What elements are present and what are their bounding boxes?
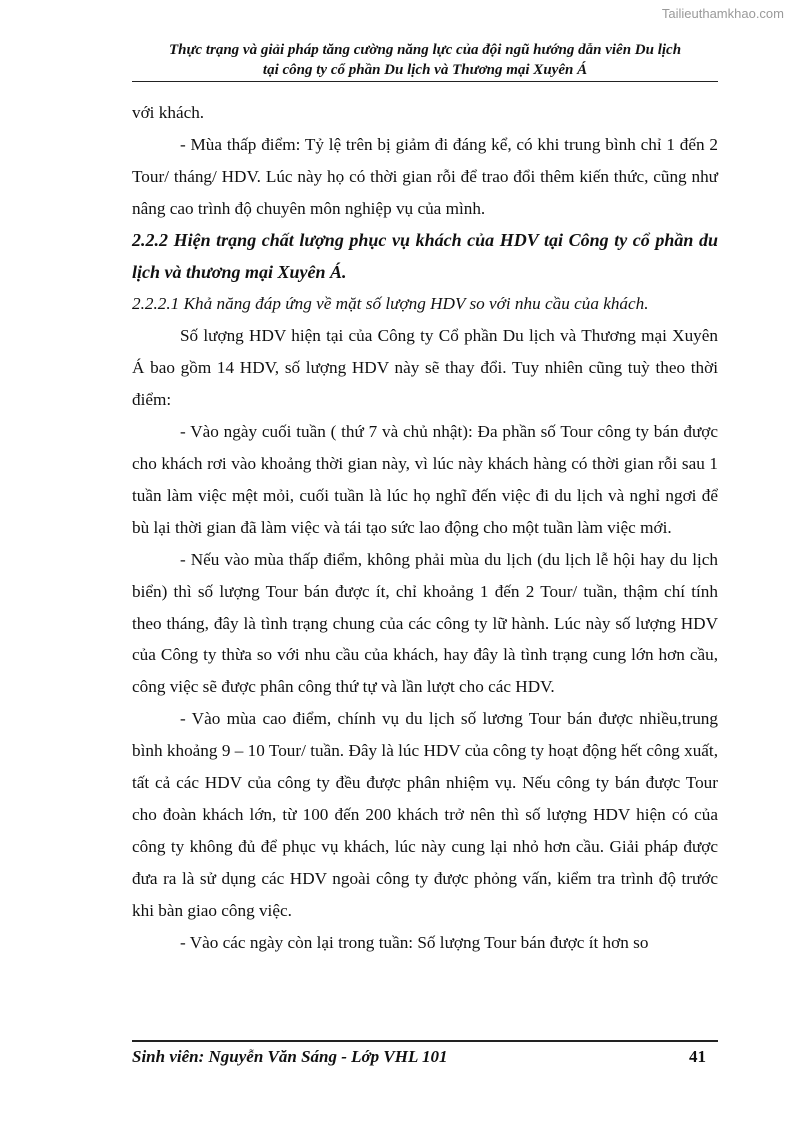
paragraph-6: - Vào mùa cao điểm, chính vụ du lịch số lương Tour bán được nhiều,trung bình khoảng 9 – 10 Tour/ tuần. Đây là lúc HDV của công ty hoạt động hết công xuất, tất cả các HDV của công ty đều được phân nhiệm vụ. Nếu công ty bán được Tour cho đoàn khách lớn, từ 100 đến 200 khách trở nên thì số lượng HDV hiện có của công ty không đủ để phục vụ khách, lúc này cung lại nhỏ hơn cầu. Giải pháp được đưa ra là sử dụng các HDV ngoài công ty được phỏng vấn, kiểm tra trình độ trước khi bàn giao công việc. xyxy=(132,709,718,920)
paragraph-1: với khách. xyxy=(132,103,205,122)
footer-divider xyxy=(132,1040,718,1042)
document-body xyxy=(132,97,718,958)
page-number: 41 xyxy=(689,1047,706,1066)
paragraph-7: - Vào các ngày còn lại trong tuần: Số lượng Tour bán được ít hơn so xyxy=(180,932,649,952)
paragraph-2: - Mùa thấp điểm: Tỷ lệ trên bị giảm đi đáng kể, có khi trung bình chỉ 1 đến 2 Tour/ tháng/ HDV. Lúc này họ có thời gian rỗi để trao đổi thêm kiến thức, cũng như nâng cao trình độ chuyên môn nghiệp vụ của mình. xyxy=(132,134,718,218)
section-heading: 2.2.2 Hiện trạng chất lượng phục vụ khách của HDV tại Công ty cổ phần du lịch và thương mại Xuyên Á. xyxy=(132,229,718,282)
header-divider xyxy=(132,81,718,82)
paragraph-3: Số lượng HDV hiện tại của Công ty Cổ phần Du lịch và Thương mại Xuyên Á bao gồm 14 HDV, số lượng HDV này sẽ thay đổi. Tuy nhiên cũng tuỳ theo thời điểm: xyxy=(132,326,718,410)
watermark: Tailieuthamkhao.com xyxy=(661,6,784,21)
subsection-heading: 2.2.2.1 Khả năng đáp ứng về mặt số lượng HDV so với nhu cầu của khách. xyxy=(132,294,649,314)
footer-student-info: Sinh viên: Nguyễn Văn Sáng - Lớp VHL 101 xyxy=(132,1047,448,1066)
paragraph-4: - Vào ngày cuối tuần ( thứ 7 và chủ nhật): Đa phần số Tour công ty bán được cho khách rơi vào khoảng thời gian này, vì lúc này khách hàng có thời gian rỗi sau 1 tuần làm việc mệt mỏi, cuối tuần là lúc họ nghĩ đến việc đi du lịch và nghỉ ngơi để bù lại thời gian đã làm việc và tái tạo sức lao động cho một tuần làm việc mới. xyxy=(132,422,718,537)
header-line-1: Thực trạng và giải pháp tăng cường năng lực của đội ngũ hướng dẫn viên Du lịch xyxy=(168,42,682,58)
header-line-2: tại công ty cổ phần Du lịch và Thương mại Xuyên Á xyxy=(262,62,588,78)
page-header xyxy=(132,40,718,80)
page-footer xyxy=(132,1045,718,1069)
paragraph-5: - Nếu vào mùa thấp điểm, không phải mùa du lịch (du lịch lễ hội hay du lịch biển) thì số lượng Tour bán được ít, chỉ khoảng 1 đến 2 Tour/ tuần, thậm chí tính theo tháng, đây là tình trạng chung của các công ty lữ hành. Lúc này số lượng HDV của Công ty thừa so với nhu cầu của khách, hay đây là tình trạng cung lớn hơn cầu, công việc sẽ được phân công thứ tự và lần lượt cho các HDV. xyxy=(132,549,718,697)
